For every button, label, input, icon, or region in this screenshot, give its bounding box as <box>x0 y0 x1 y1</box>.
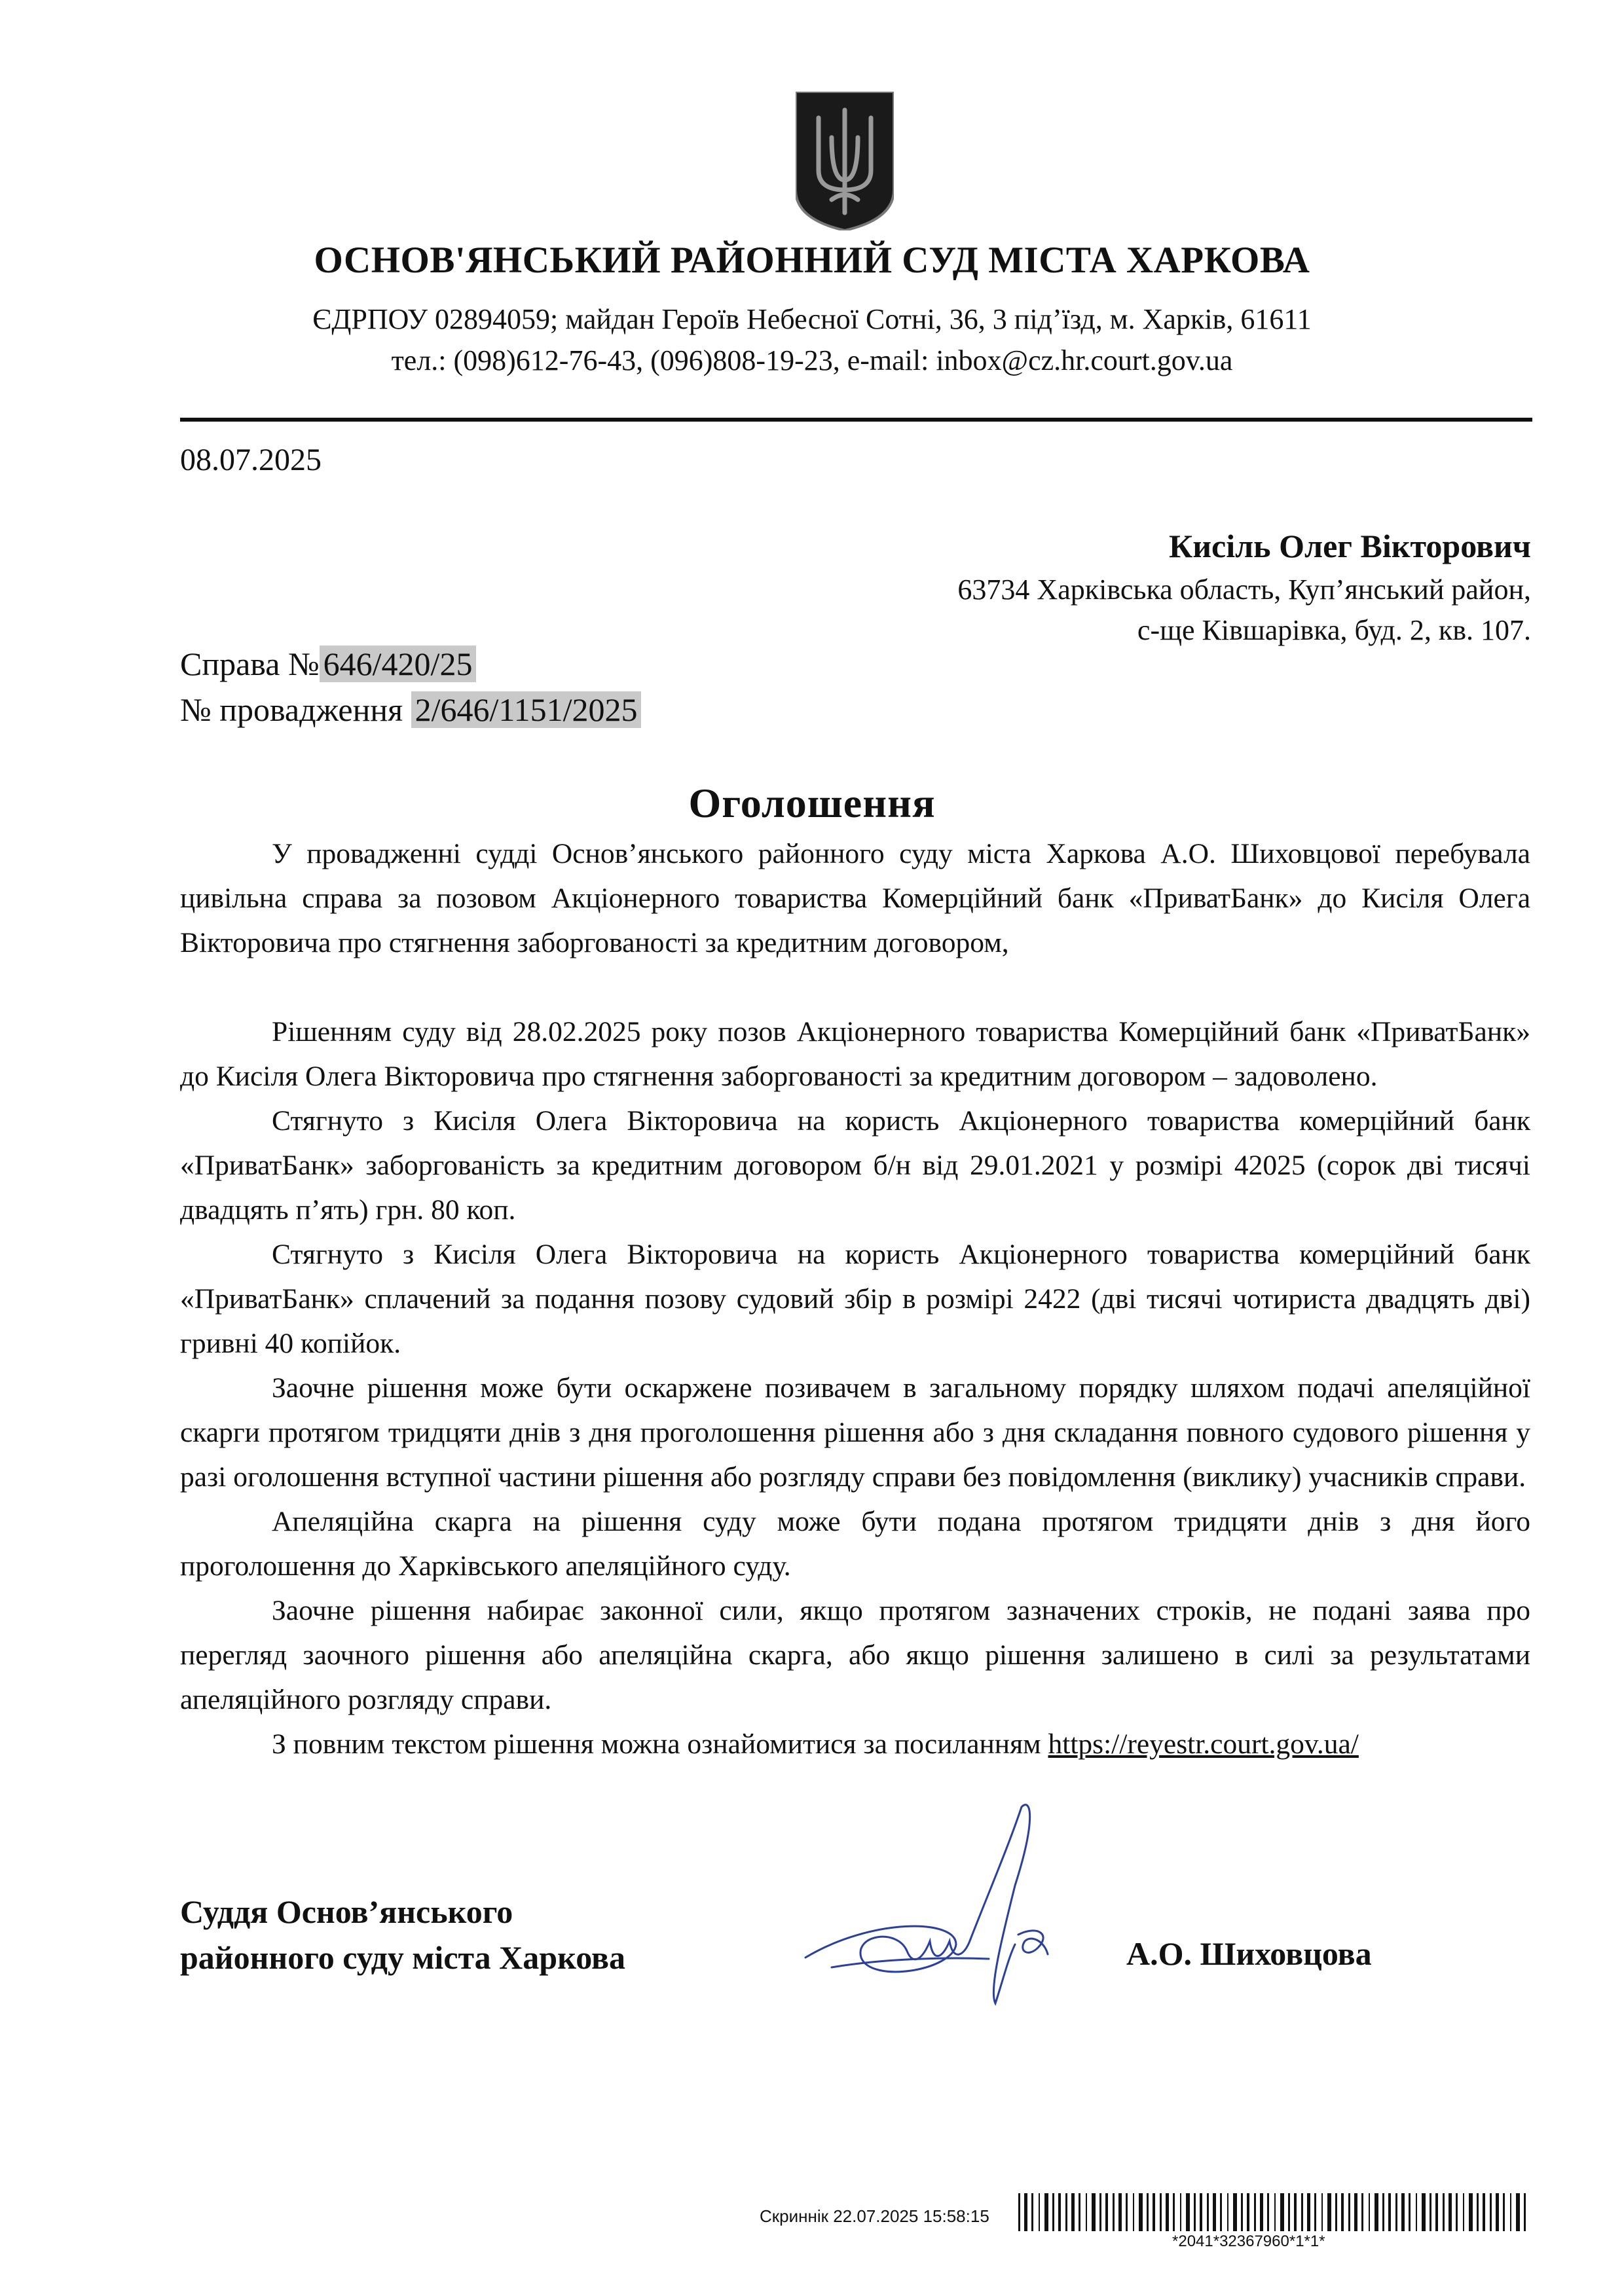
barcode-icon <box>1018 2193 1529 2231</box>
header-divider <box>180 418 1532 422</box>
announcement-body <box>180 831 1530 1766</box>
handwritten-signature <box>792 1794 1080 2030</box>
paragraph-decision: Рішенням суду від 28.02.2025 року позов Акціонерного товариства Комерційний банк «ПриватБанк» до Кисіля Олега Вікторовича про стягнення заборгованості за кредитним договором – задоволено. <box>180 1016 1530 1092</box>
registry-link[interactable]: https://reyestr.court.gov.ua/ <box>1048 1728 1359 1760</box>
judge-title <box>180 1889 625 1980</box>
case-number-line <box>180 645 476 683</box>
judge-title-line2: районного суду міста Харкова <box>180 1939 626 1976</box>
case-label: Справа № <box>180 646 320 682</box>
court-contacts: тел.: (098)612-76-43, (096)808-19-23, e-mail: inbox@cz.hr.court.gov.ua <box>391 344 1233 376</box>
paragraph-legal-force: Заочне рішення набирає законної сили, якщо протягом зазначених строків, не подані заява про перегляд заочного рішення або апеляційна скарга, або якщо рішення залишено в силі за результатами апеляційного розгляду справи. <box>180 1595 1530 1715</box>
judge-title-line1: Суддя Основ’янського <box>180 1893 513 1930</box>
proceeding-number: 2/646/1151/2025 <box>411 691 642 728</box>
link-intro-text: З повним текстом рішення можна ознайомитися за посиланням <box>272 1728 1048 1760</box>
tryzub-emblem-icon <box>796 92 894 230</box>
paragraph-fee: Стягнуто з Кисіля Олега Вікторовича на користь Акціонерного товариства комерційний банк «ПриватБанк» сплачений за подання позову судовий збір в розмірі 2422 (дві тисячі чотириста двадцять дві) гривні 40 копійок. <box>180 1239 1530 1359</box>
document-date: 08.07.2025 <box>180 443 322 477</box>
court-name: ОСНОВ'ЯНСЬКИЙ РАЙОННИЙ СУД МІСТА ХАРКОВА <box>314 240 1310 281</box>
scanner-stamp: Скриннік 22.07.2025 15:58:15 <box>760 2206 989 2226</box>
paragraph-intro: У провадженні судді Основ’янського районного суду міста Харкова А.О. Шиховцової перебувала цивільна справа за позовом Акціонерного товариства Комерційний банк «ПриватБанк» до Кисіля Олега Вікторовича про стягнення заборгованості за кредитним договором, <box>180 838 1530 958</box>
court-address: ЄДРПОУ 02894059; майдан Героїв Небесної Сотні, 36, 3 під’їзд, м. Харків, 61611 <box>312 303 1312 335</box>
paragraph-appeal-procedure: Заочне рішення може бути оскаржене позивачем в загальному порядку шляхом подачі апеляційної скарги протягом тридцяти днів з дня проголошення рішення або з дня складання повного судового рішення у разі оголошення вступної частини рішення або розгляду справи без повідомлення (виклику) учасників справи. <box>180 1372 1530 1493</box>
proceeding-label: № провадження <box>180 691 411 728</box>
judge-name: А.О. Шиховцова <box>1126 1935 1372 1972</box>
recipient-name: Кисіль Олег Вікторович <box>1168 528 1531 564</box>
paragraph-appeal-court: Апеляційна скарга на рішення суду може бути подана протягом тридцяти днів з дня його проголошення до Харківського апеляційного суду. <box>180 1506 1530 1582</box>
recipient-address-line2: с-ще Ківшарівка, буд. 2, кв. 107. <box>1137 614 1531 646</box>
barcode-text: *2041*32367960*1*1* <box>1172 2232 1325 2250</box>
paragraph-link <box>180 1722 1530 1766</box>
case-number: 646/420/25 <box>320 646 477 682</box>
document-title: Оголошення <box>688 780 936 826</box>
paragraph-debt: Стягнуто з Кисіля Олега Вікторовича на користь Акціонерного товариства комерційний банк «ПриватБанк» заборгованість за кредитним договором б/н від 29.01.2021 у розмірі 42025 (сорок дві тисячі двадцять п’ять) грн. 80 коп. <box>180 1105 1530 1226</box>
recipient-address-line1: 63734 Харківська область, Куп’янський район, <box>957 574 1531 606</box>
proceeding-number-line <box>180 691 641 729</box>
